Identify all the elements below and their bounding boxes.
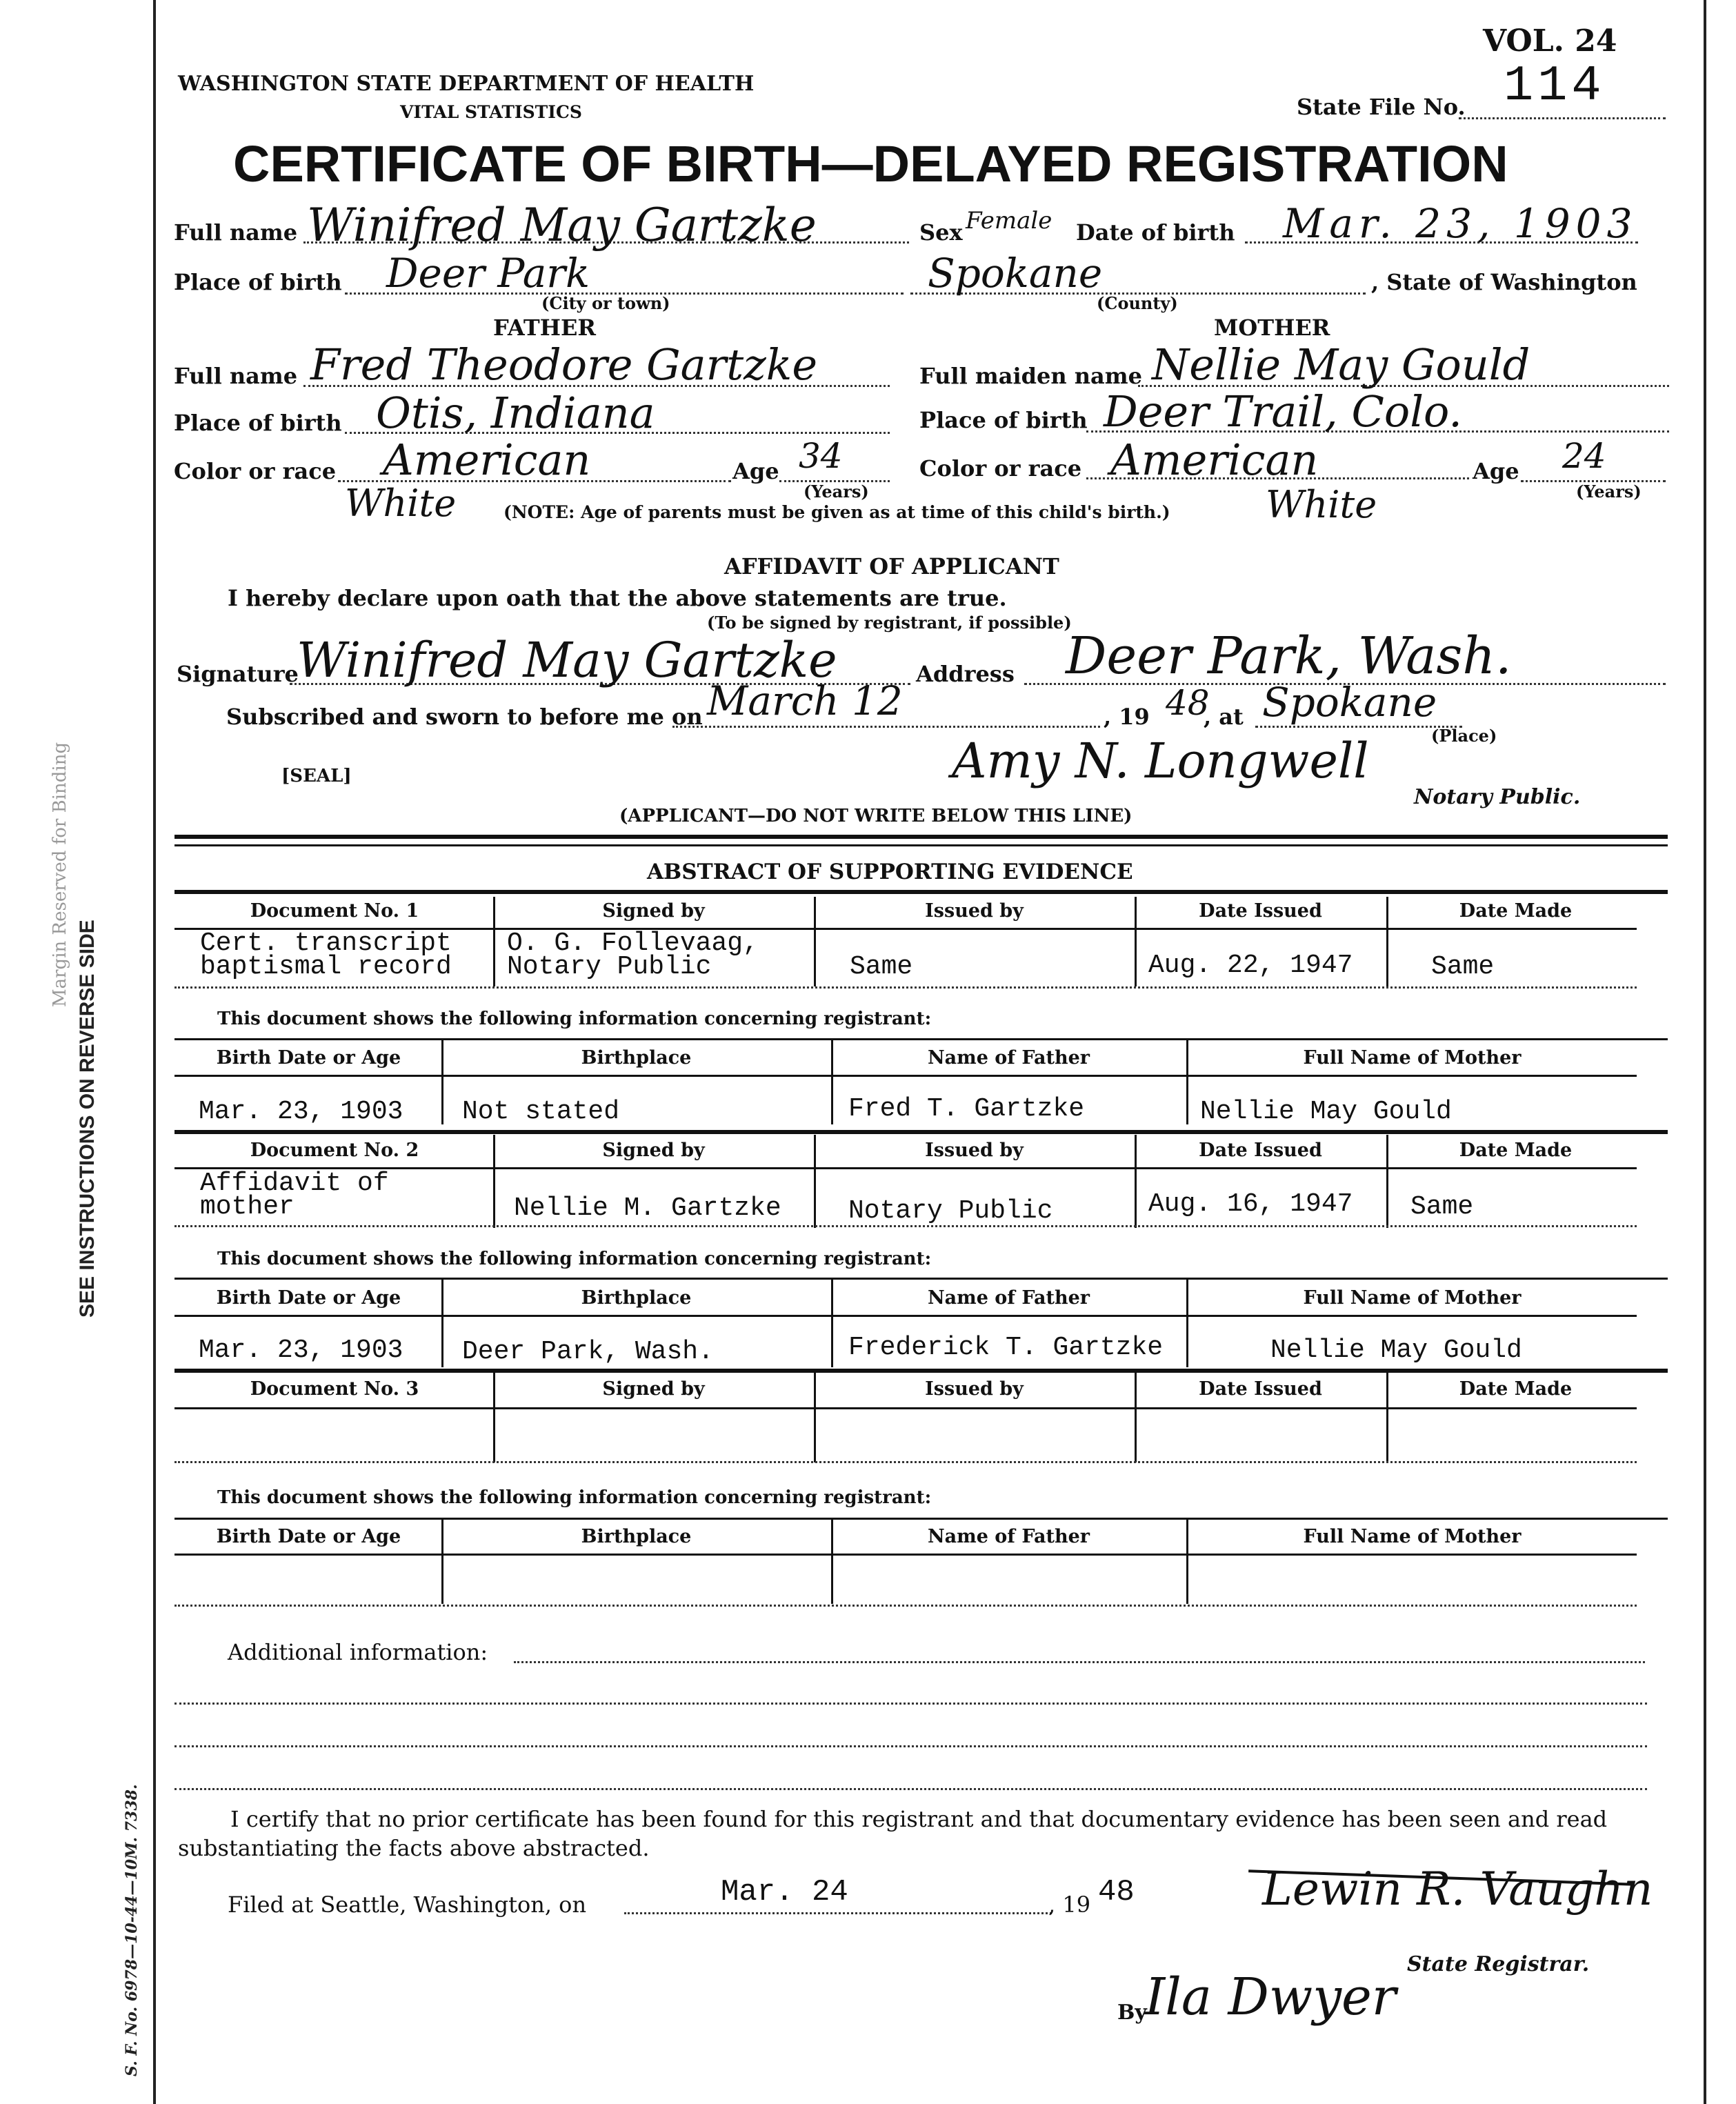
abstract-heading: ABSTRACT OF SUPPORTING EVIDENCE	[647, 860, 1133, 884]
county-caption: (County)	[1097, 293, 1178, 313]
doc2-date-made-value: Same	[1410, 1192, 1474, 1222]
doc2-shows-text: This document shows the following information concerning registrant:	[217, 1249, 932, 1269]
doc2-info-birthdate: Mar. 23, 1903	[199, 1336, 403, 1365]
filed-year-prefix: , 19	[1048, 1892, 1091, 1918]
mother-years-caption: (Years)	[1576, 482, 1642, 502]
doc1-birthplace-header: Birthplace	[581, 1047, 692, 1069]
doc2-info-father: Frederick T. Gartzke	[848, 1333, 1164, 1362]
doc1-label: Document No. 1	[250, 900, 419, 922]
place-caption: (Place)	[1431, 726, 1497, 746]
city-caption: (City or town)	[541, 293, 670, 313]
sworn-date[interactable]: March 12	[707, 677, 903, 724]
doc2-label: Document No. 2	[250, 1140, 419, 1161]
do-not-write-below: (APPLICANT—DO NOT WRITE BELOW THIS LINE)	[619, 806, 1133, 826]
father-race-white[interactable]: White	[345, 482, 457, 525]
doc2-issued-header: Issued by	[925, 1140, 1024, 1161]
doc3-birthdate-header: Birth Date or Age	[216, 1526, 401, 1547]
notary-signature[interactable]: Amy N. Longwell	[952, 733, 1369, 789]
instructions-margin-text: SEE INSTRUCTIONS ON REVERSE SIDE	[76, 920, 99, 1318]
signature-caption: (To be signed by registrant, if possible)	[707, 613, 1072, 633]
volume-number: VOL. 24	[1483, 23, 1617, 59]
doc2-info-birthplace: Deer Park, Wash.	[462, 1337, 714, 1367]
doc2-birthplace-header: Birthplace	[581, 1287, 692, 1309]
doc1-signed-header: Signed by	[602, 900, 705, 922]
state-label: , State of Washington	[1371, 269, 1637, 295]
doc2-issued-value: Notary Public	[848, 1196, 1053, 1226]
notary-public-label: Notary Public.	[1414, 785, 1581, 809]
affidavit-heading: AFFIDAVIT OF APPLICANT	[724, 553, 1059, 579]
doc1-info-birthplace: Not stated	[462, 1097, 620, 1127]
vital-statistics: VITAL STATISTICS	[400, 102, 582, 122]
page-left-border	[153, 0, 156, 2104]
mother-age[interactable]: 24	[1562, 436, 1606, 476]
mother-race-label: Color or race	[919, 455, 1082, 482]
deputy-signature[interactable]: Ila Dwyer	[1145, 1967, 1397, 2027]
father-name-label: Full name	[174, 363, 298, 389]
doc1-info-father: Fred T. Gartzke	[848, 1094, 1085, 1124]
page-right-border	[1704, 0, 1706, 2104]
full-name-label: Full name	[174, 219, 298, 246]
father-age-label: Age	[732, 458, 779, 484]
doc1-shows-text: This document shows the following information concerning registrant:	[217, 1009, 932, 1029]
doc3-issued-header: Issued by	[925, 1378, 1024, 1400]
mother-name[interactable]: Nellie May Gould	[1152, 339, 1530, 390]
by-label: By	[1117, 2001, 1147, 2025]
certification-statement: I certify that no prior certificate has been found for this registrant and that documentary evidence has been seen and read substantiating the facts above abstracted.	[178, 1806, 1608, 1861]
registrant-city[interactable]: Deer Park	[386, 250, 590, 297]
doc2-document-line2: mother	[200, 1192, 295, 1222]
doc1-document-line2: baptismal record	[200, 952, 452, 982]
doc1-signed-line2: Notary Public	[507, 952, 712, 982]
doc1-father-header: Name of Father	[927, 1047, 1090, 1069]
date-of-birth-label: Date of birth	[1076, 219, 1235, 246]
binding-margin-text: Margin Reserved for Binding	[50, 742, 70, 1007]
additional-info-label: Additional information:	[228, 1639, 488, 1665]
father-age[interactable]: 34	[799, 436, 843, 476]
doc1-issued-value: Same	[850, 952, 913, 982]
father-place[interactable]: Otis, Indiana	[376, 388, 655, 438]
doc3-father-header: Name of Father	[927, 1526, 1090, 1547]
sex-label: Sex	[919, 219, 963, 246]
mother-race[interactable]: American	[1110, 435, 1319, 485]
doc1-mother-header: Full Name of Mother	[1303, 1047, 1522, 1069]
form-number-text: S. F. No. 6978—10-44—10M. 7338.	[123, 1784, 141, 2076]
mother-heading: MOTHER	[1214, 315, 1330, 341]
doc1-signed-line1: O. G. Follevaag,	[507, 929, 759, 958]
doc3-label: Document No. 3	[250, 1378, 419, 1400]
doc1-info-mother: Nellie May Gould	[1200, 1097, 1452, 1127]
doc1-issued-header: Issued by	[925, 900, 1024, 922]
father-years-caption: (Years)	[804, 482, 869, 502]
doc2-date-made-header: Date Made	[1459, 1140, 1573, 1161]
registrant-full-name[interactable]: Winifred May Gartzke	[307, 199, 817, 252]
sworn-at-label: , at	[1204, 704, 1244, 730]
doc3-signed-header: Signed by	[602, 1378, 705, 1400]
doc2-birthdate-header: Birth Date or Age	[216, 1287, 401, 1309]
doc3-date-issued-header: Date Issued	[1199, 1378, 1322, 1400]
registrant-sex[interactable]: Female	[966, 207, 1052, 235]
state-file-number: 114	[1504, 58, 1606, 115]
additional-info-line-2	[174, 1703, 1647, 1705]
father-race-label: Color or race	[174, 458, 337, 484]
doc1-date-issued-value: Aug. 22, 1947	[1148, 951, 1353, 980]
mother-age-label: Age	[1473, 458, 1519, 484]
parents-age-note: (NOTE: Age of parents must be given as at time of this child's birth.)	[503, 502, 1170, 522]
place-of-birth-label: Place of birth	[174, 269, 342, 295]
mother-race-white[interactable]: White	[1266, 483, 1377, 526]
registrant-county[interactable]: Spokane	[928, 250, 1103, 297]
applicant-address[interactable]: Deer Park, Wash.	[1066, 626, 1512, 686]
doc3-shows-text: This document shows the following information concerning registrant:	[217, 1487, 932, 1508]
doc2-signed-value: Nellie M. Gartzke	[514, 1193, 781, 1223]
certificate-title: CERTIFICATE OF BIRTH—DELAYED REGISTRATION	[233, 135, 1508, 192]
doc1-date-issued-header: Date Issued	[1199, 900, 1322, 922]
filed-label: Filed at Seattle, Washington, on	[228, 1892, 587, 1918]
sworn-label: Subscribed and sworn to before me on	[226, 704, 703, 730]
doc2-date-issued-value: Aug. 16, 1947	[1148, 1189, 1353, 1219]
applicant-signature[interactable]: Winifred May Gartzke	[297, 632, 837, 688]
doc1-date-made-header: Date Made	[1459, 900, 1573, 922]
doc2-date-issued-header: Date Issued	[1199, 1140, 1322, 1161]
filed-year[interactable]: 48	[1098, 1875, 1135, 1909]
doc1-date-made-value: Same	[1431, 952, 1495, 982]
seal-label: [SEAL]	[281, 766, 352, 786]
sworn-year[interactable]: 48	[1166, 683, 1210, 723]
mother-place-label: Place of birth	[919, 407, 1088, 433]
mother-place[interactable]: Deer Trail, Colo.	[1104, 386, 1463, 437]
father-name[interactable]: Fred Theodore Gartzke	[310, 339, 818, 390]
doc2-info-mother: Nellie May Gould	[1270, 1336, 1522, 1365]
state-registrar-label: State Registrar.	[1407, 1952, 1590, 1976]
sworn-year-prefix: , 19	[1104, 704, 1150, 730]
sworn-place[interactable]: Spokane	[1262, 679, 1437, 726]
filed-date[interactable]: Mar. 24	[721, 1875, 848, 1909]
registrar-signature[interactable]: Lewin R. Vaughn	[1262, 1863, 1653, 1916]
additional-info-line-3	[174, 1745, 1647, 1747]
doc3-mother-header: Full Name of Mother	[1303, 1526, 1522, 1547]
doc2-signed-header: Signed by	[602, 1140, 705, 1161]
doc3-date-made-header: Date Made	[1459, 1378, 1573, 1400]
doc1-info-birthdate: Mar. 23, 1903	[199, 1097, 403, 1127]
doc3-birthplace-header: Birthplace	[581, 1526, 692, 1547]
affidavit-declaration: I hereby declare upon oath that the above statements are true.	[228, 585, 1007, 611]
signature-label: Signature	[177, 661, 299, 687]
father-race[interactable]: American	[383, 435, 591, 485]
department-name: WASHINGTON STATE DEPARTMENT OF HEALTH	[178, 72, 755, 96]
father-place-label: Place of birth	[174, 410, 342, 436]
additional-info-line-1	[514, 1661, 1645, 1663]
father-heading: FATHER	[493, 315, 596, 341]
state-file-label: State File No.	[1297, 94, 1466, 120]
additional-info-line-4	[174, 1788, 1647, 1790]
doc2-father-header: Name of Father	[927, 1287, 1090, 1309]
doc2-mother-header: Full Name of Mother	[1303, 1287, 1522, 1309]
mother-name-label: Full maiden name	[919, 363, 1142, 389]
doc1-birthdate-header: Birth Date or Age	[216, 1047, 401, 1069]
doc2-document-line1: Affidavit of	[200, 1169, 389, 1198]
registrant-dob[interactable]: Mar. 23, 1903	[1283, 200, 1638, 247]
separator-line	[174, 835, 1668, 839]
address-label: Address	[916, 661, 1015, 687]
doc1-document-line1: Cert. transcript	[200, 929, 452, 958]
